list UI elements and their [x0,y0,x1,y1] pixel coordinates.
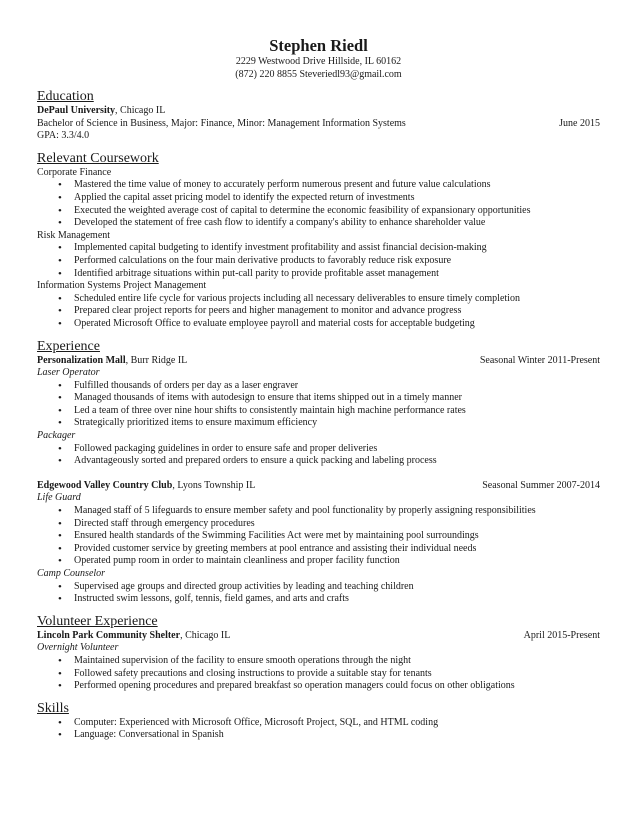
employer-line [37,480,600,493]
degree: Bachelor of Science in Business, Major: Finance, Minor: Management Information Systems [37,117,406,129]
bullet-item: • Prepared clear project reports for peers and higher management to monitor and advance progress [37,305,600,318]
role-bullets [37,505,600,568]
bullet-item: • Provided customer service by greeting members at pool entrance and assisting their individual needs [37,543,600,556]
course-bullets [37,179,600,229]
volunteer-dates: April 2015-Present [523,629,600,641]
degree-line [37,118,600,131]
candidate-name: Stephen Riedl [269,36,368,55]
experience-heading: Experience [37,338,100,354]
education-heading: Education [37,89,94,104]
skills-bullets [37,717,600,742]
role-bullets [37,380,600,430]
bullet-item: • Language: Conversational in Spanish [37,729,600,742]
bullet-item: • Strategically prioritized items to ensure maximum efficiency [37,417,600,430]
bullet-item: • Performed opening procedures and prepared breakfast so operation managers could focus on other obligations [37,680,600,693]
employment-dates: Seasonal Summer 2007-2014 [482,479,600,491]
address: 2229 Westwood Drive Hillside, IL 60162 [235,56,402,67]
bullet-item: • Identified arbitrage situations within put-call parity to provide profitable asset management [37,268,600,281]
organization-location: , Chicago IL [180,629,231,641]
bullet-item: • Managed staff of 5 lifeguards to ensure member safety and pool functionality by properly assigning responsibilities [37,505,600,518]
gpa: GPA: 3.3/4.0 [37,130,90,142]
role-bullets [37,581,600,606]
bullet-item: • Implemented capital budgeting to identify investment profitability and assist financial decision-making [37,242,600,255]
role-title: Camp Counselor [37,568,106,579]
bullet-item: • Led a team of three over nine hour shifts to consistently maintain high machine performance rates [37,405,600,418]
school-line [37,105,600,118]
employer-name: Personalization Mall [37,354,126,366]
bullet-item: • Followed safety precautions and closing instructions to provide a suitable stay for tenants [37,668,600,681]
role-title: Laser Operator [37,367,100,379]
bullet-item: • Applied the capital asset pricing model to identify the expected return of investments [37,192,600,205]
school-location: , Chicago IL [115,105,166,116]
bullet-item: • Directed staff through emergency procedures [37,518,600,531]
bullet-item: • Scheduled entire life cycle for various projects including all necessary deliverables to ensure timely completion [37,293,600,306]
course-title: Risk Management [37,229,111,241]
school-name: DePaul University [37,105,116,116]
role-title: Overnight Volunteer [37,642,119,654]
graduation-date: June 2015 [559,117,600,129]
volunteer-heading: Volunteer Experience [37,613,158,629]
organization-line [37,630,600,643]
role-bullets [37,443,600,468]
bullet-item: • Maintained supervision of the facility to ensure smooth operations through the night [37,655,600,668]
role-title: Life Guard [37,492,81,504]
course-title: Corporate Finance [37,166,112,178]
bullet-item: • Advantageously sorted and prepared orders to ensure a quick packing and labeling process [37,455,600,468]
bullet-item: • Ensured health standards of the Swimming Facilities Act were met by maintaining pool surroundings [37,530,600,543]
bullet-item: • Mastered the time value of money to accurately perform numerous present and future value calculations [37,179,600,192]
employment-dates: Seasonal Winter 2011-Present [479,354,600,366]
spacer [37,468,600,480]
course-bullets [37,293,600,331]
bullet-item: • Performed calculations on the four main derivative products to favorably reduce risk exposure [37,255,600,268]
employer-name: Edgewood Valley Country Club [37,479,173,491]
bullet-item: • Followed packaging guidelines in order to ensure safe and proper deliveries [37,443,600,456]
employer-location: , Burr Ridge IL [125,354,188,366]
bullet-item: • Operated pump room in order to maintain cleanliness and proper facility function [37,555,600,568]
bullet-item: • Supervised age groups and directed group activities by leading and teaching children [37,581,600,594]
bullet-item: • Developed the statement of free cash flow to identify a company's ability to enhance shareholder value [37,217,600,230]
organization-name: Lincoln Park Community Shelter [37,629,181,641]
coursework-heading: Relevant Coursework [37,150,159,166]
bullet-item: • Operated Microsoft Office to evaluate employee payroll and material costs for acceptable budgeting [37,318,600,331]
contact-info: (872) 220 8855 Steveriedl93@gmail.com [235,68,402,80]
resume-page [37,36,600,742]
employer-location: , Lyons Township IL [172,479,256,491]
bullet-item: • Managed thousands of items with autodesign to ensure that items shipped out in a timely manner [37,392,600,405]
bullet-item: • Computer: Experienced with Microsoft Office, Microsoft Project, SQL, and HTML coding [37,717,600,730]
bullet-item: • Fulfilled thousands of orders per day as a laser engraver [37,380,600,393]
course-bullets [37,242,600,280]
employer-line [37,355,600,368]
bullet-item: • Instructed swim lessons, golf, tennis, field games, and arts and crafts [37,593,600,606]
volunteer-bullets [37,655,600,693]
bullet-item: • Executed the weighted average cost of capital to determine the economic feasibility of expansionary opportunities [37,205,600,218]
course-title: Information Systems Project Management [37,280,207,292]
skills-heading: Skills [37,700,69,716]
role-title: Packager [37,430,76,442]
